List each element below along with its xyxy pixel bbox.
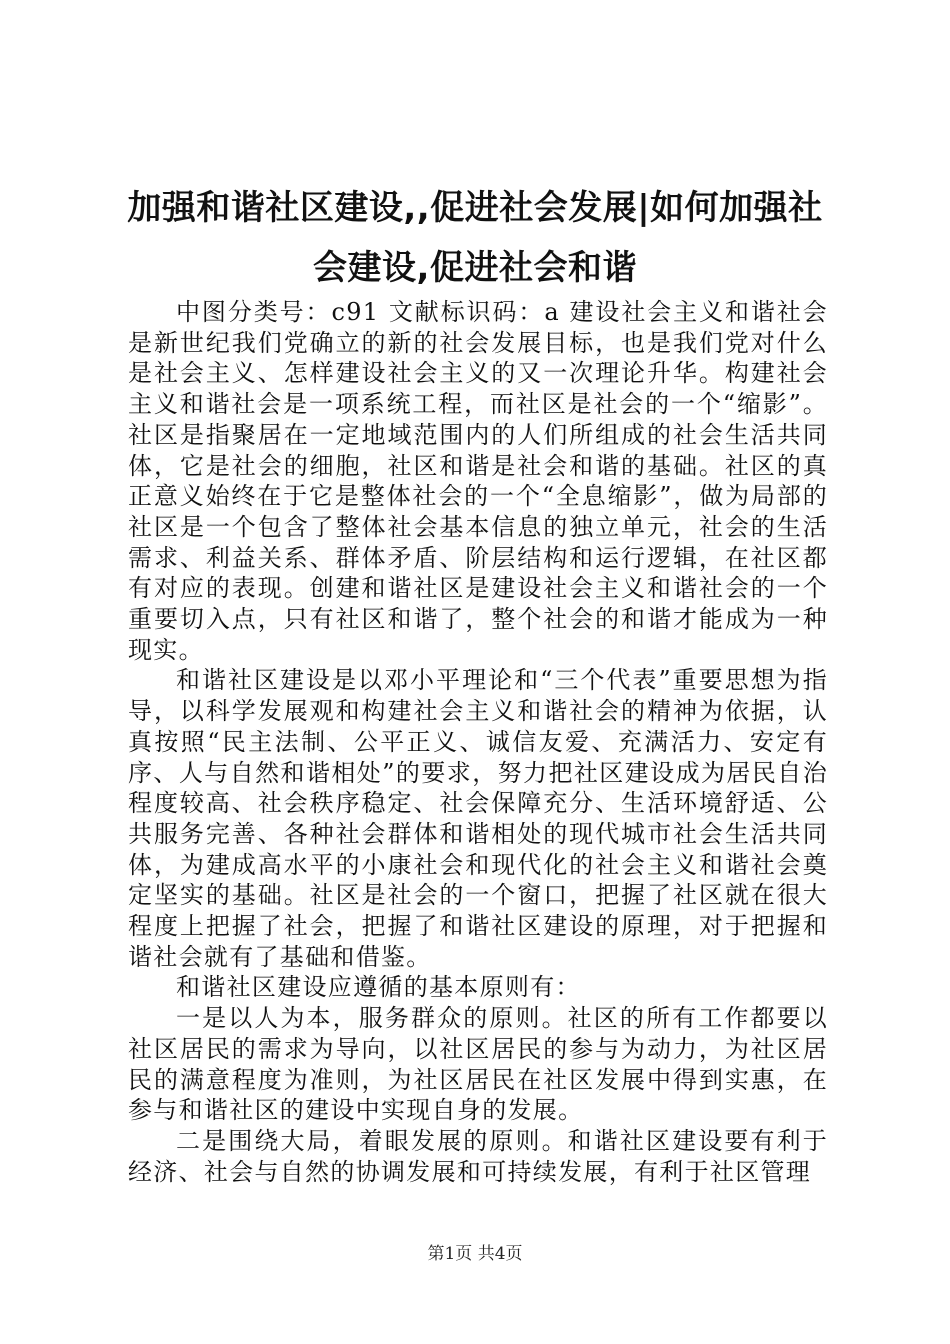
paragraph-principles-heading: 和谐社区建设应遵循的基本原则有： xyxy=(176,973,581,1002)
paragraph-intro: 中图分类号：c91 文献标识码：a 建设社会主义和谐社会是新世纪我们党确立的新的社会发展目标，也是我们党对什么是社会主义、怎样建设社会主义的又一次理论升华。构建社会主义和谐社会是一项系统工程，而社区是社会的一个“缩影”。社区是指聚居在一定地域范围内的人们所组成的社会生活共同体，它是社会的细胞，社区和谐是社会和谐的基础。社区的真正意义始终在于它是整体社会的一个“全息缩影”，做为局部的社区是一个包含了整体社会基本信息的独立单元，社会的生活需求、利益关系、群体矛盾、阶层结构和运行逻辑，在社区都有对应的表现。创建和谐社区是建设社会主义和谐社会的一个重要切入点，只有社区和谐了，整个社会的和谐才能成为一种现实。 xyxy=(128,298,828,664)
document-title: 加强和谐社区建设,,促进社会发展|如何加强社会建设,促进社会和谐 xyxy=(127,188,823,288)
document-body xyxy=(128,297,828,1187)
paragraph-principle-one: 一是以人为本，服务群众的原则。社区的所有工作都要以社区居民的需求为导向，以社区居民的参与为动力，为社区居民的满意程度为准则，为社区居民在社区发展中得到实惠，在参与和谐社区的建设中实现自身的发展。 xyxy=(128,1004,828,1125)
paragraph-guiding-principle: 和谐社区建设是以邓小平理论和“三个代表”重要思想为指导，以科学发展观和构建社会主义和谐社会的精神为依据，认真按照“民主法制、公平正义、诚信友爱、充满活力、安定有序、人与自然和谐相处”的要求，努力把社区建设成为居民自治程度较高、社会秩序稳定、社会保障充分、生活环境舒适、公共服务完善、各种社会群体和谐相处的现代城市社会生活共同体，为建成高水平的小康社会和现代化的社会主义和谐社会奠定坚实的基础。社区是社会的一个窗口，把握了社区就在很大程度上把握了社会，把握了和谐社区建设的原理，对于把握和谐社会就有了基础和借鉴。 xyxy=(128,666,828,971)
paragraph-principle-two: 二是围绕大局，着眼发展的原则。和谐社区建设要有利于经济、社会与自然的协调发展和可持续发展，有利于社区管理 xyxy=(128,1126,828,1186)
page-footer: 第1页 共4页 xyxy=(427,1244,523,1264)
